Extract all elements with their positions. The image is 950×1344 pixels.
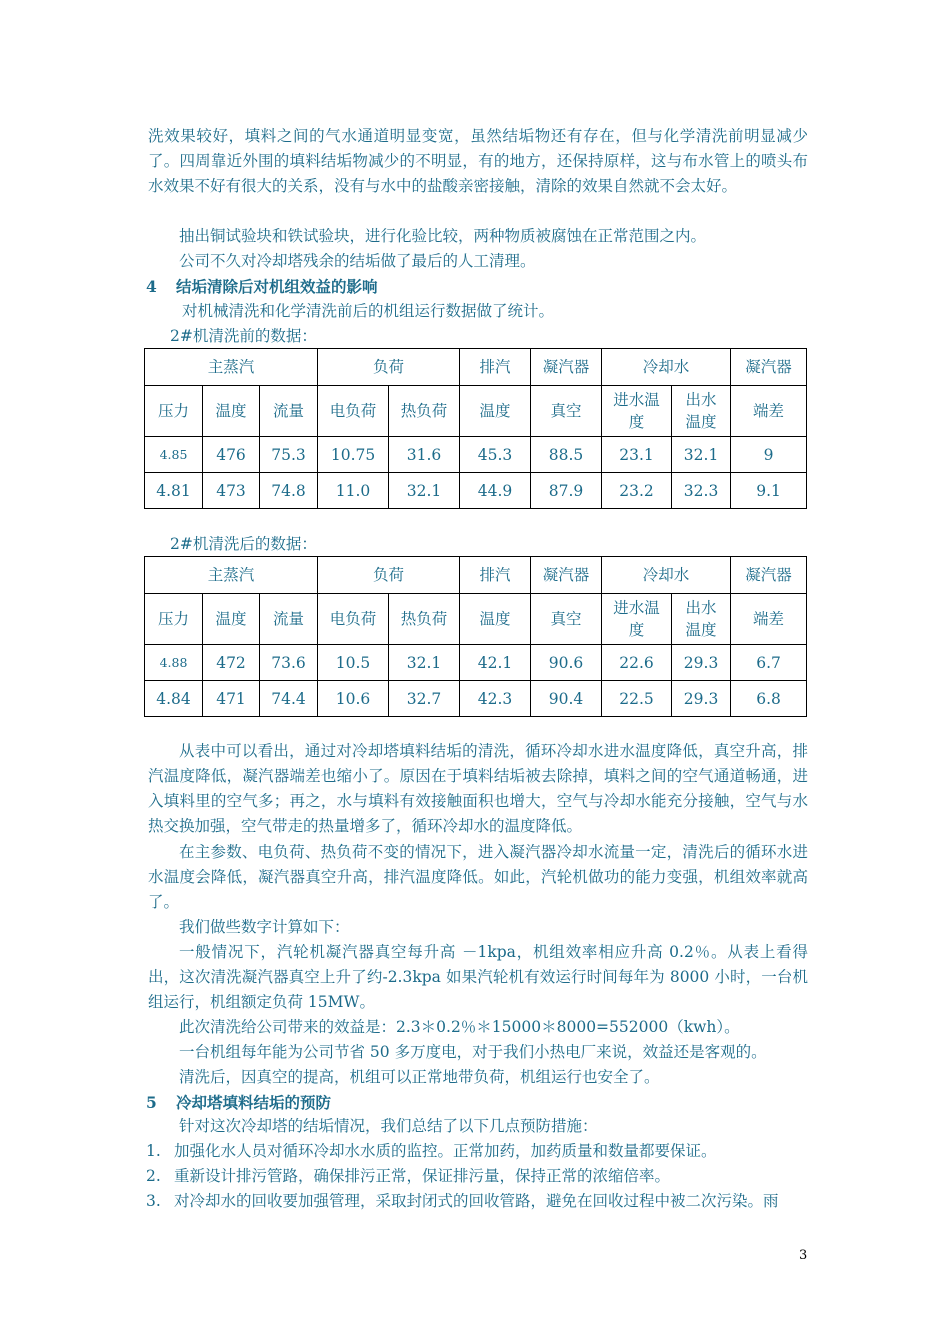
- table-cell: 472: [203, 645, 260, 681]
- paragraph-safety: 清洗后，因真空的提高，机组可以正常地带负荷，机组运行也安全了。: [179, 1068, 660, 1086]
- table-cell: 74.8: [260, 473, 318, 509]
- table-cell: 11.0: [318, 473, 389, 509]
- table-cell: 4.84: [145, 681, 203, 717]
- table-row: [145, 473, 807, 509]
- header-main-steam: 主蒸汽: [145, 349, 318, 386]
- list-item: [146, 1189, 808, 1214]
- table-cell: 476: [203, 437, 260, 473]
- table-row: [145, 681, 807, 717]
- section-title: 结垢清除后对机组效益的影响: [176, 277, 378, 296]
- table-cell: 10.75: [318, 437, 389, 473]
- list-item: [146, 1139, 808, 1164]
- header-heat-load: 热负荷: [389, 386, 460, 437]
- table-before-cleaning: [144, 348, 807, 509]
- table-cell: 88.5: [531, 437, 602, 473]
- table-cell: 44.9: [460, 473, 531, 509]
- table-cell: 23.2: [602, 473, 672, 509]
- table-cell: 4.88: [145, 645, 203, 681]
- header-condenser-2: 凝汽器: [731, 557, 807, 594]
- table-row: [145, 437, 807, 473]
- header-temperature: 温度: [203, 594, 260, 645]
- header-temperature: 温度: [203, 386, 260, 437]
- paragraph-efficiency: 在主参数、电负荷、热负荷不变的情况下，进入凝汽器冷却水流量一定，清洗后的循环水进水温度会降低，凝汽器真空升高，排汽温度降低。如此，汽轮机做功的能力变强，机组效率就高了。: [148, 843, 808, 911]
- header-inlet-temperature: 进水温度: [602, 594, 672, 645]
- header-pressure: 压力: [145, 386, 203, 437]
- table-cell: 23.1: [602, 437, 672, 473]
- table-cell: 4.81: [145, 473, 203, 509]
- header-exhaust: 排汽: [460, 557, 531, 594]
- table-cell: 32.3: [672, 473, 731, 509]
- header-terminal-difference: 端差: [731, 386, 807, 437]
- table-cell: 9.1: [731, 473, 807, 509]
- header-exhaust-temperature: 温度: [460, 594, 531, 645]
- header-cooling-water: 冷却水: [602, 349, 731, 386]
- table-cell: 74.4: [260, 681, 318, 717]
- header-condenser: 凝汽器: [531, 557, 602, 594]
- table-group-header-row: [145, 557, 807, 594]
- table-cell: 73.6: [260, 645, 318, 681]
- table-cell: 42.3: [460, 681, 531, 717]
- paragraph-test-blocks: 抽出铜试验块和铁试验块，进行化验比较，两种物质被腐蚀在正常范围之内。: [179, 227, 707, 245]
- table-cell: 32.7: [389, 681, 460, 717]
- header-inlet-temperature: 进水温度: [602, 386, 672, 437]
- paragraph-cleaning-result: 洗效果较好，填料之间的气水通道明显变宽，虽然结垢物还有存在，但与化学清洗前明显减少了。四周靠近外围的填料结垢物减少的不明显，有的地方，还保持原样，这与布水管上的喷头布水效果不好有很大的关系，没有与水中的盐酸亲密接触，清除的效果自然就不会太好。: [148, 127, 808, 195]
- header-terminal-difference: 端差: [731, 594, 807, 645]
- paragraph-benefit: 此次清洗给公司带来的效益是：2.3＊0.2％＊15000＊8000=552000（kwh）。: [179, 1018, 740, 1036]
- table-row: [145, 645, 807, 681]
- list-number: 3.: [146, 1192, 161, 1210]
- table-cell: 6.7: [731, 645, 807, 681]
- table-cell: 32.1: [389, 645, 460, 681]
- header-exhaust: 排汽: [460, 349, 531, 386]
- list-text: 对冷却水的回收要加强管理，采取封闭式的回收管路，避免在回收过程中被二次污染。雨: [174, 1192, 779, 1210]
- list-item: [146, 1164, 808, 1189]
- paragraph-calc-intro: 我们做些数字计算如下：: [179, 918, 350, 936]
- table-cell: 42.1: [460, 645, 531, 681]
- header-exhaust-temperature: 温度: [460, 386, 531, 437]
- header-load: 负荷: [318, 557, 460, 594]
- header-flow: 流量: [260, 594, 318, 645]
- table-cell: 31.6: [389, 437, 460, 473]
- header-outlet-temperature: 出水温度: [672, 386, 731, 437]
- header-vacuum: 真空: [531, 594, 602, 645]
- header-outlet-temperature: 出水温度: [672, 594, 731, 645]
- table-cell: 87.9: [531, 473, 602, 509]
- table-group-header-row: [145, 349, 807, 386]
- header-condenser-2: 凝汽器: [731, 349, 807, 386]
- header-cooling-water: 冷却水: [602, 557, 731, 594]
- table-after-cleaning: [144, 556, 807, 717]
- section-title: 冷却塔填料结垢的预防: [176, 1093, 332, 1112]
- table-caption-before: 2#机清洗前的数据：: [170, 327, 317, 345]
- list-text: 加强化水人员对循环冷却水水质的监控。正常加药，加药质量和数量都要保证。: [174, 1142, 717, 1160]
- table-cell: 22.5: [602, 681, 672, 717]
- header-heat-load: 热负荷: [389, 594, 460, 645]
- header-load: 负荷: [318, 349, 460, 386]
- table-cell: 32.1: [672, 437, 731, 473]
- header-vacuum: 真空: [531, 386, 602, 437]
- paragraph-analysis: 从表中可以看出，通过对冷却塔填料结垢的清洗，循环冷却水进水温度降低，真空升高，排汽温度降低，凝汽器端差也缩小了。原因在于填料结垢被去除掉，填料之间的空气通道畅通，进入填料里的空气多；再之，水与填料有效接触面积也增大，空气与冷却水能充分接触，空气与水热交换加强，空气带走的热量增多了，循环冷却水的温度降低。: [148, 742, 808, 835]
- paragraph-manual-cleanup: 公司不久对冷却塔残余的结垢做了最后的人工清理。: [179, 252, 536, 270]
- header-pressure: 压力: [145, 594, 203, 645]
- section-heading-5: [146, 1090, 331, 1115]
- table-cell: 4.85: [145, 437, 203, 473]
- header-condenser: 凝汽器: [531, 349, 602, 386]
- table-cell: 473: [203, 473, 260, 509]
- paragraph-calc-basis: 一般情况下，汽轮机凝汽器真空每升高 －1kpa，机组效率相应升高 0.2％。从表上看得出，这次清洗凝汽器真空上升了约-2.3kpa 如果汽轮机有效运行时间每年为 8000 小时，一台机组运行，机组额定负荷 15MW。: [148, 943, 808, 1011]
- table-cell: 45.3: [460, 437, 531, 473]
- table-cell: 471: [203, 681, 260, 717]
- table-cell: 10.5: [318, 645, 389, 681]
- section-number: 5: [146, 1093, 157, 1112]
- table-cell: 75.3: [260, 437, 318, 473]
- table-cell: 90.6: [531, 645, 602, 681]
- section-number: 4: [146, 277, 157, 296]
- table-sub-header-row: [145, 594, 807, 645]
- table-cell: 6.8: [731, 681, 807, 717]
- list-number: 2.: [146, 1167, 161, 1185]
- section-heading-4: [146, 274, 378, 299]
- header-electric-load: 电负荷: [318, 386, 389, 437]
- header-flow: 流量: [260, 386, 318, 437]
- list-number: 1.: [146, 1142, 161, 1160]
- table-cell: 32.1: [389, 473, 460, 509]
- paragraph-statistics: 对机械清洗和化学清洗前后的机组运行数据做了统计。: [182, 302, 555, 320]
- table-cell: 29.3: [672, 645, 731, 681]
- list-text: 重新设计排污管路，确保排污正常，保证排污量，保持正常的浓缩倍率。: [174, 1167, 671, 1185]
- table-cell: 10.6: [318, 681, 389, 717]
- paragraph-savings: 一台机组每年能为公司节省 50 多万度电，对于我们小热电厂来说，效益还是客观的。: [179, 1043, 767, 1061]
- table-cell: 9: [731, 437, 807, 473]
- header-main-steam: 主蒸汽: [145, 557, 318, 594]
- table-caption-after: 2#机清洗后的数据：: [170, 535, 317, 553]
- table-cell: 29.3: [672, 681, 731, 717]
- paragraph-prevention-intro: 针对这次冷却塔的结垢情况，我们总结了以下几点预防措施：: [179, 1117, 598, 1135]
- header-electric-load: 电负荷: [318, 594, 389, 645]
- table-cell: 90.4: [531, 681, 602, 717]
- table-cell: 22.6: [602, 645, 672, 681]
- page-number: 3: [799, 1248, 808, 1263]
- table-sub-header-row: [145, 386, 807, 437]
